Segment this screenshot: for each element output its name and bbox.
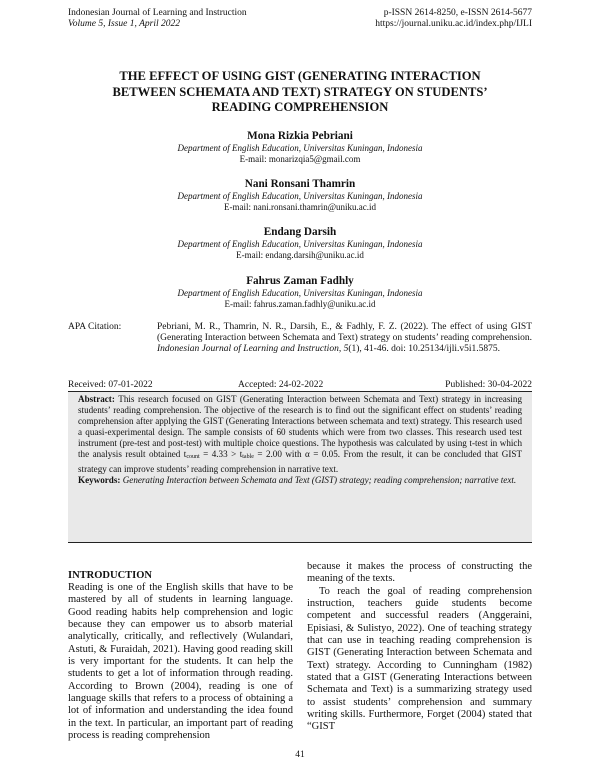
- journal-issue: Volume 5, Issue 1, April 2022: [68, 19, 180, 29]
- section-heading-introduction: INTRODUCTION: [68, 570, 153, 581]
- author-email[interactable]: E-mail: fahrus.zaman.fadhly@uniku.ac.id: [224, 299, 376, 309]
- author-affiliation: Department of English Education, Universitas Kuningan, Indonesia: [177, 191, 423, 201]
- author-block-4: [60, 274, 540, 310]
- journal-name: Indonesian Journal of Learning and Instruction: [68, 8, 247, 18]
- author-email[interactable]: E-mail: nani.ronsani.thamrin@uniku.ac.id: [223, 202, 376, 212]
- published-date: Published: 30-04-2022: [445, 380, 532, 390]
- title-line-3: READING COMPREHENSION: [211, 100, 389, 114]
- keywords-label: Keywords:: [78, 474, 121, 485]
- title-line-1: THE EFFECT OF USING GIST (GENERATING INTERACTION: [119, 69, 481, 83]
- author-affiliation: Department of English Education, Universitas Kuningan, Indonesia: [177, 288, 423, 298]
- journal-issn: p-ISSN 2614-8250, e-ISSN 2614-5677: [383, 8, 532, 18]
- keywords: [78, 475, 522, 486]
- journal-url[interactable]: https://journal.uniku.ac.id/index.php/IJLI: [375, 19, 532, 29]
- author-name: Fahrus Zaman Fadhly: [246, 275, 354, 287]
- apa-citation: [68, 322, 532, 356]
- author-block-1: [60, 129, 540, 165]
- received-date: Received: 07-01-2022: [68, 380, 153, 390]
- author-block-2: [60, 177, 540, 213]
- author-name: Nani Ronsani Thamrin: [244, 178, 356, 190]
- accepted-date: Accepted: 24-02-2022: [238, 380, 324, 390]
- abstract-body-1: This research focused on GIST (Generating Interaction between Schemata and Text) strategy in increasing students’ reading comprehension. The objective of the research is to find out the significant effect on students’ reading comprehension after applying the GIST (Generating Interactions between schemata and text) strategy. This research used a quasi-experimental design. The sample consists of 60 students which were from two classes. This research used test instrument (pre-test and post-test) with multiple choice questions. The hypothesis was calculated by using t-test in which the analysis result obtained t: [78, 394, 522, 460]
- intro-paragraph-continued: because it makes the process of constructing the meaning of the texts.: [307, 561, 532, 585]
- abstract-label: Abstract:: [78, 394, 115, 404]
- abstract-box: [68, 391, 532, 543]
- page-number: 41: [295, 750, 305, 760]
- abstract-text: [78, 394, 522, 475]
- author-name: Mona Rizkia Pebriani: [247, 130, 353, 142]
- author-email[interactable]: E-mail: monarizqia5@gmail.com: [239, 154, 361, 164]
- paper-title: [60, 69, 540, 116]
- author-name: Endang Darsih: [263, 226, 337, 238]
- t-table-subscript: table: [242, 454, 254, 461]
- author-block-3: [60, 225, 540, 261]
- citation-journal: Indonesian Journal of Learning and Instruction, 5: [157, 344, 349, 355]
- apa-citation-text: [157, 322, 532, 356]
- running-header-right: [375, 8, 532, 30]
- author-email[interactable]: E-mail: endang.darsih@uniku.ac.id: [236, 250, 364, 260]
- right-column: [307, 561, 532, 734]
- keywords-text: Generating Interaction between Schemata and Text (GIST) strategy; reading comprehension; narrative text.: [120, 474, 517, 485]
- author-affiliation: Department of English Education, Universitas Kuningan, Indonesia: [177, 143, 423, 153]
- apa-citation-label: APA Citation:: [68, 322, 122, 332]
- citation-doi: (1), 41-46. doi: 10.25134/ijli.v5i1.5875.: [348, 344, 501, 355]
- intro-paragraph-1: Reading is one of the English skills that have to be mastered by all of students in learning language. Good reading habits help comprehension and logic because they can empower us to absorb material analytically, critically, and reflectively (Wulandari, Astuti, & Furaidah, 2021). Having good reading skill is very important for the students. It can help the students to get a lot of information through reading. According to Brown (2004), reading is one of language skills that refers to a process of obtaining a lot of information and understanding the idea found in the text. In particular, an important part of reading process is reading comprehension: [68, 582, 293, 742]
- abstract-body-mid: = 4.33 > t: [199, 449, 243, 460]
- title-line-2: BETWEEN SCHEMATA AND TEXT) STRATEGY ON STUDENTS’: [112, 84, 488, 99]
- intro-paragraph-2: To reach the goal of reading comprehension instruction, teachers guide students become competent and successful readers (Anggeraini, Episiasi, & Sulistyo, 2022). One of teaching strategy that can use in teaching reading comprehension is GIST (Generating Interaction between Schemata and Text) strategy. According to Cunningham (1982) stated that a GIST (Generating Interactions between Schemata and Text) is a summarizing strategy used to assist students’ comprehension and summary writing skills. Furthermore, Forget (2004) stated that “GIST: [307, 585, 532, 733]
- running-header-left: [68, 8, 247, 30]
- t-count-subscript: count: [186, 454, 200, 461]
- left-column: [68, 570, 293, 742]
- abstract-body-2: = 2.00 with α = 0.05. From the result, it can be concluded that GIST strategy can improve students’ reading comprehension in narrative text.: [78, 449, 523, 474]
- author-affiliation: Department of English Education, Universitas Kuningan, Indonesia: [177, 239, 423, 249]
- citation-authors-title: Pebriani, M. R., Thamrin, N. R., Darsih, E., & Fadhly, F. Z. (2022). The effect of using GIST (Generating Interaction between Schemata and Text) strategy on students’ reading comprehension.: [157, 322, 532, 344]
